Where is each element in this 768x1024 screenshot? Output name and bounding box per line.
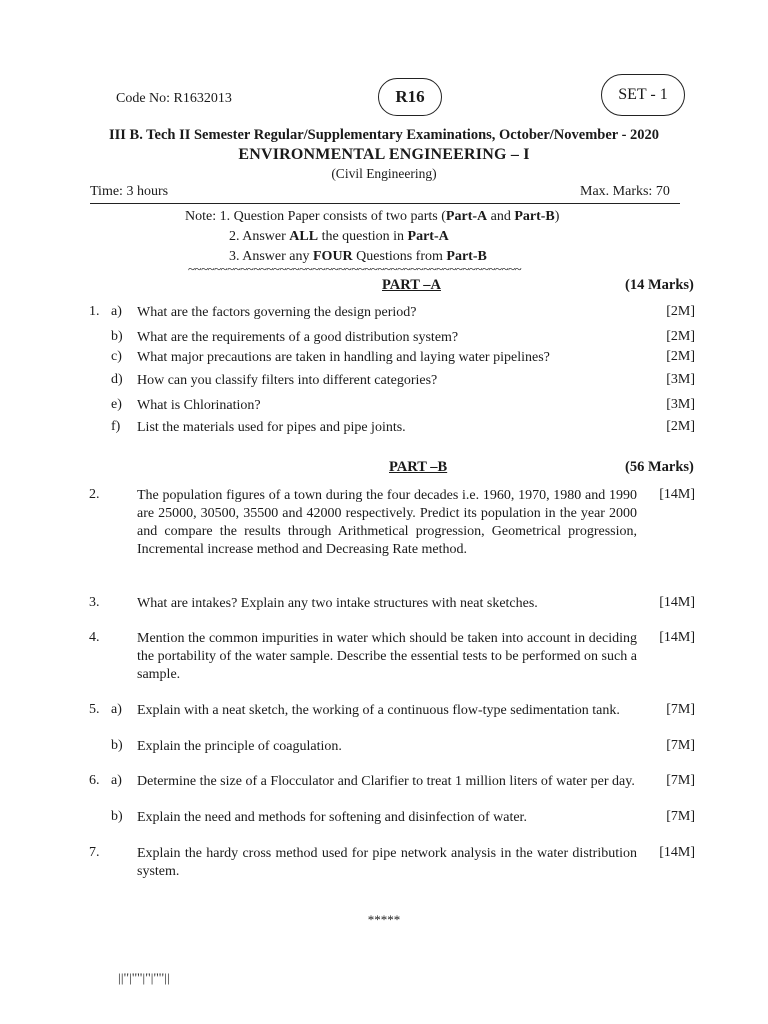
exam-duration: Time: 3 hours [90, 184, 169, 199]
question-marks: [14M] [659, 845, 695, 860]
instructions-note [185, 207, 559, 267]
tilde-separator: ~~~~~~~~~~~~~~~~~~~~~~~~~~~~~~~~~~~~~~~~~~~~~~~~~~~ [188, 261, 522, 276]
note-line-1 [185, 207, 559, 227]
sub-label: e) [111, 397, 122, 412]
question-marks: [2M] [666, 304, 695, 319]
set-badge: SET - 1 [601, 74, 685, 116]
sub-label: b) [111, 329, 123, 344]
note-text: Note: 1. Question Paper consists of two parts ( [185, 209, 446, 224]
question-number: 5. [89, 702, 100, 717]
note-text: Questions from [352, 249, 447, 264]
question-marks: [14M] [659, 595, 695, 610]
sub-label: c) [111, 349, 122, 364]
sub-label: d) [111, 372, 123, 387]
question-marks: [3M] [666, 397, 695, 412]
end-of-paper-stars: ***** [367, 912, 401, 927]
question-text: Explain the principle of coagulation. [137, 739, 342, 754]
question-number: 7. [89, 845, 100, 860]
note-emphasis: Part-A [407, 229, 449, 244]
question-text: How can you classify filters into different categories? [137, 373, 438, 388]
question-marks: [7M] [666, 809, 695, 824]
part-a-heading: PART –A [382, 277, 441, 293]
question-text: List the materials used for pipes and pipe joints. [137, 420, 406, 435]
note-text: 2. Answer [229, 229, 290, 244]
question-marks: [14M] [659, 630, 695, 645]
note-text: the question in [318, 229, 408, 244]
note-emphasis: Part-B [514, 209, 555, 224]
question-text: What are intakes? Explain any two intake structures with neat sketches. [137, 596, 538, 611]
question-marks: [7M] [666, 738, 695, 753]
barcode-text: ||''|''''|''|''''|| [118, 970, 171, 985]
code-number: Code No: R1632013 [116, 91, 232, 106]
question-number: 6. [89, 773, 100, 788]
question-number: 1. [89, 304, 100, 319]
question-marks: [2M] [666, 349, 695, 364]
question-marks: [14M] [659, 487, 695, 502]
question-text: Explain with a neat sketch, the working of a continuous flow-type sedimentation tank. [137, 703, 620, 718]
question-text: What major precautions are taken in handling and laying water pipelines? [137, 350, 550, 365]
sub-label: b) [111, 809, 123, 824]
note-text: ) [554, 209, 560, 224]
note-text: 3. Answer any [229, 249, 313, 264]
question-marks: [7M] [666, 702, 695, 717]
header-divider [90, 203, 680, 204]
part-a-marks: (14 Marks) [625, 277, 694, 293]
sub-label: b) [111, 738, 123, 753]
question-marks: [2M] [666, 329, 695, 344]
question-number: 4. [89, 630, 100, 645]
branch-name: (Civil Engineering) [331, 166, 437, 181]
part-b-heading: PART –B [389, 459, 448, 475]
note-text: and [487, 209, 515, 224]
question-marks: [3M] [666, 372, 695, 387]
question-text: The population figures of a town during the four decades i.e. 1960, 1970, 1980 and 1990 are 25000, 30500, 35500 and 42000 respectively. Predict its population in the year 2000 and compare the results through Arithmetical progression, Geometrical progression, Incremental increase method and Decreasing Rate method. [137, 488, 637, 557]
question-text: What are the factors governing the design period? [137, 305, 417, 320]
question-text: What are the requirements of a good distribution system? [137, 330, 459, 345]
question-marks: [7M] [666, 773, 695, 788]
sub-label: a) [111, 773, 122, 788]
regulation-badge: R16 [378, 78, 442, 116]
note-emphasis: Part-A [445, 209, 488, 224]
sub-label: a) [111, 702, 122, 717]
question-text: Explain the hardy cross method used for pipe network analysis in the water distribution system. [137, 846, 637, 879]
subject-title: ENVIRONMENTAL ENGINEERING – I [238, 146, 530, 163]
note-emphasis: Part-B [446, 249, 487, 264]
question-text: Determine the size of a Flocculator and Clarifier to treat 1 million liters of water per day. [137, 774, 635, 789]
question-number: 3. [89, 595, 100, 610]
question-text: Explain the need and methods for softening and disinfection of water. [137, 810, 527, 825]
question-marks: [2M] [666, 419, 695, 434]
sub-label: a) [111, 304, 122, 319]
note-emphasis: ALL [289, 229, 319, 244]
note-line-2 [185, 227, 559, 247]
question-text: What is Chlorination? [137, 398, 261, 413]
question-text: Mention the common impurities in water which should be taken into account in deciding the portability of the water sample. Describe the essential tests to be performed on such a sample. [137, 631, 637, 682]
question-number: 2. [89, 487, 100, 502]
max-marks: Max. Marks: 70 [580, 184, 670, 199]
exam-title: III B. Tech II Semester Regular/Supplementary Examinations, October/November - 2020 [108, 127, 660, 143]
note-emphasis: FOUR [313, 249, 353, 264]
part-b-marks: (56 Marks) [625, 459, 694, 475]
sub-label: f) [111, 419, 121, 434]
